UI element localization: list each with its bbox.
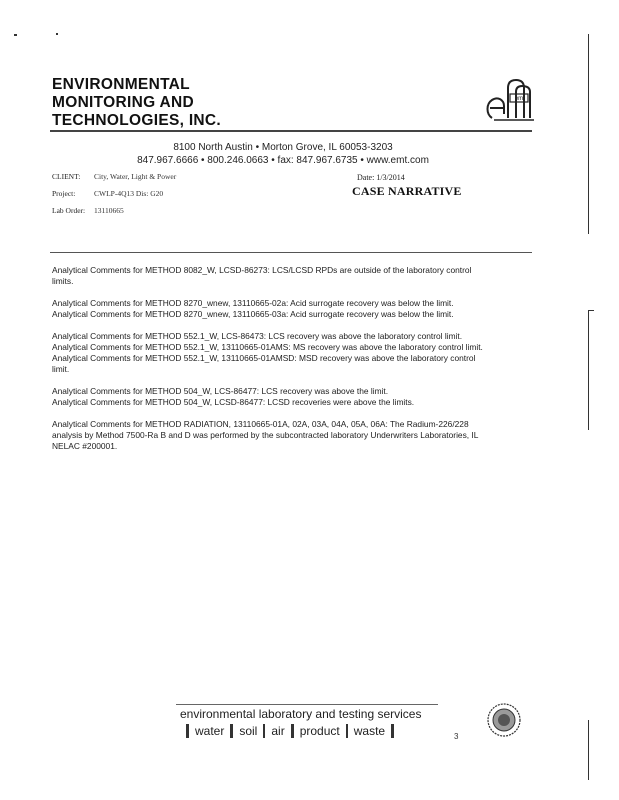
service-soil: soil	[239, 724, 258, 738]
company-name	[52, 76, 221, 130]
footer-tagline: environmental laboratory and testing services	[180, 707, 422, 721]
comment-paragraph: Analytical Comments for METHOD 552.1_W, LCS-86473: LCS recovery was above the laboratory control limit.	[52, 331, 463, 341]
comment-paragraph: Analytical Comments for METHOD RADIATION, 13110665-01A, 02A, 03A, 04A, 05A, 06A: The Radium-226/228 analysis by Method 7500-Ra B and D was performed by the subcontracted laboratory Underwriters Laboratories, IL NELAC #200001.	[52, 419, 479, 451]
comment-paragraph: Analytical Comments for METHOD 552.1_W, 13110665-01AMS: MS recovery was above the laboratory control limit. Analytical Comments for METHOD 552.1_W, 13110665-01AMSD: MSD recovery was above the laboratory control limit.	[52, 342, 483, 374]
date-field	[357, 173, 405, 182]
separator	[391, 724, 394, 738]
company-name-line-2: MONITORING AND	[52, 94, 194, 111]
scan-edge-line	[588, 720, 589, 780]
service-waste: waste	[353, 724, 386, 738]
date-label: Date:	[357, 173, 375, 182]
comment-group-8270	[52, 298, 492, 320]
project-label: Project:	[52, 189, 76, 198]
company-name-line-1: ENVIRONMENTAL	[52, 76, 190, 93]
scan-edge-line	[588, 310, 589, 430]
comment-paragraph: Analytical Comments for METHOD 8082_W, LCSD-86273: LCS/LCSD RPDs are outside of the laboratory control limits.	[52, 265, 472, 286]
service-water: water	[195, 724, 225, 738]
scan-edge-line	[588, 34, 589, 234]
comment-group-552	[52, 331, 492, 375]
project-value: CWLP-4Q13 Dis: G20	[94, 189, 164, 198]
address-line-1: 8100 North Austin • Morton Grove, IL 60053-3203	[173, 142, 393, 153]
client-value: City, Water, Light & Power	[94, 172, 177, 181]
client-label: CLIENT:	[52, 172, 81, 181]
scan-speck	[14, 34, 17, 36]
company-address	[118, 142, 448, 167]
comment-group-radiation	[52, 419, 492, 452]
page-number: 3	[454, 732, 459, 741]
company-logo-text: em	[514, 96, 524, 102]
document-title: CASE NARRATIVE	[352, 184, 462, 198]
date-value: 1/3/2014	[376, 173, 405, 182]
analytical-comments	[52, 265, 492, 463]
certification-seal-icon	[486, 702, 522, 738]
separator	[346, 724, 348, 738]
footer-services	[180, 723, 400, 739]
company-logo	[484, 74, 540, 126]
separator	[291, 724, 294, 738]
scan-speck	[56, 33, 58, 35]
footer-rule	[176, 704, 438, 705]
company-name-line-3: TECHNOLOGIES, INC.	[52, 112, 222, 129]
comment-group-504	[52, 386, 492, 408]
comment-group-8082	[52, 265, 492, 287]
lab-order-value: 13110665	[94, 206, 124, 215]
section-rule	[50, 252, 532, 253]
service-product: product	[299, 724, 340, 738]
comment-paragraph: Analytical Comments for METHOD 8270_wnew, 13110665-02a: Acid surrogate recovery was below the limit.	[52, 298, 454, 308]
lab-order-label: Lab Order:	[52, 206, 86, 215]
separator	[230, 724, 233, 738]
header-rule	[50, 130, 532, 132]
separator	[263, 724, 265, 738]
comment-paragraph: Analytical Comments for METHOD 8270_wnew, 13110665-03a: Acid surrogate recovery was below the limit.	[52, 309, 454, 319]
separator	[186, 724, 189, 738]
comment-paragraph: Analytical Comments for METHOD 504_W, LCS-86477: LCS recovery was above the limit.	[52, 386, 389, 396]
address-line-2: 847.967.6666 • 800.246.0663 • fax: 847.967.6735 • www.emt.com	[137, 154, 429, 166]
comment-paragraph: Analytical Comments for METHOD 504_W, LCSD-86477: LCSD recoveries were above the limits.	[52, 397, 415, 407]
service-air: air	[271, 724, 285, 738]
